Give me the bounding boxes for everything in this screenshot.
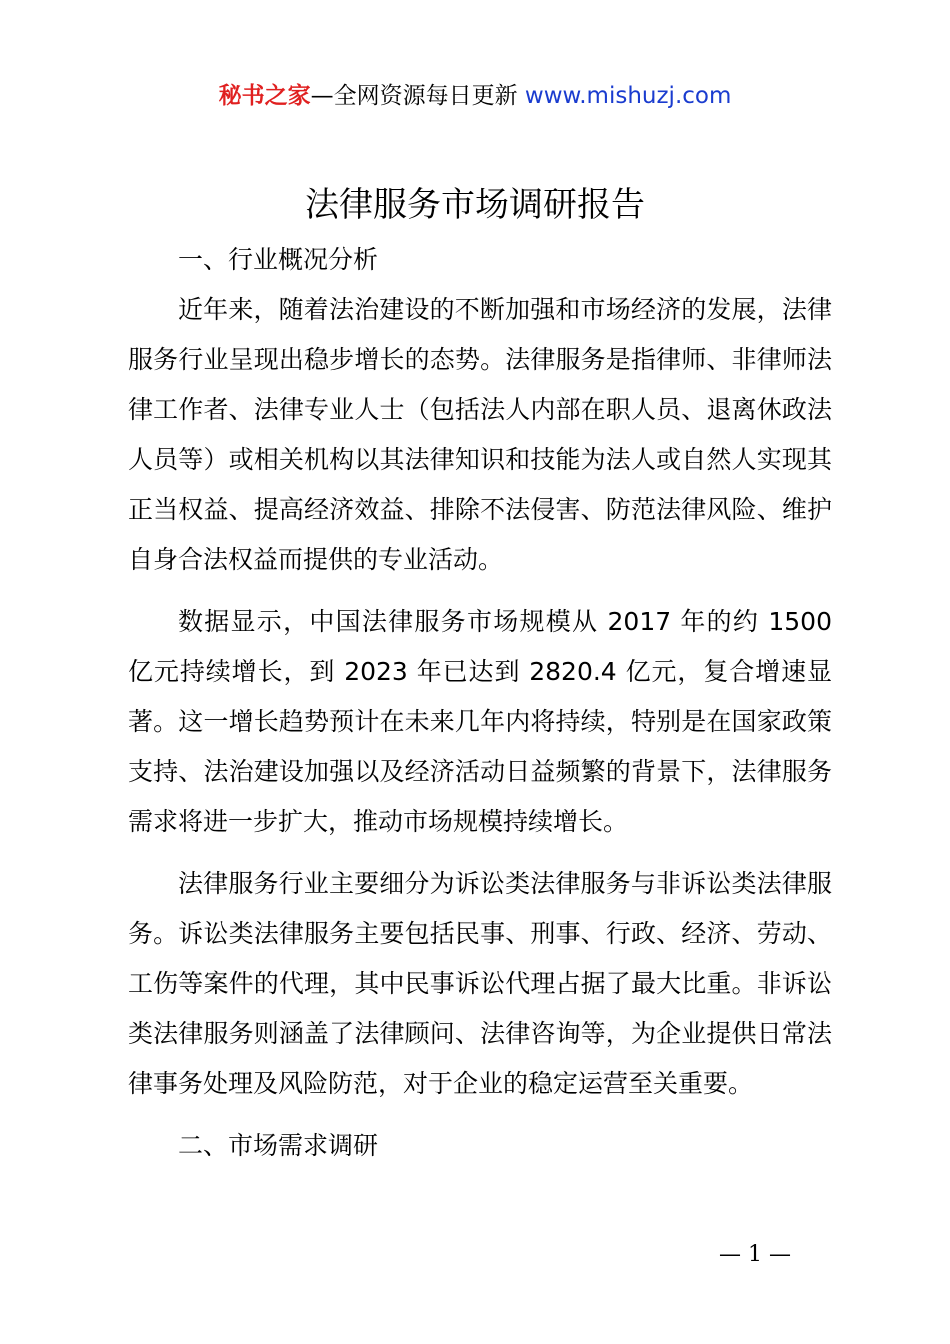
- document-title: 法律服务市场调研报告: [305, 185, 645, 225]
- section-heading-market-demand: 二、市场需求调研: [178, 1131, 379, 1160]
- header-tagline: —全网资源每日更新: [310, 83, 525, 109]
- section-heading-industry-overview: 一、行业概况分析: [178, 245, 379, 274]
- paragraph-market-segments: 法律服务行业主要细分为诉讼类法律服务与非诉讼类法律服务。诉讼类法律服务主要包括民事、刑事、行政、经济、劳动、工伤等案件的代理，其中民事诉讼代理占据了最大比重。非诉讼类法律服务则涵盖了法律顾问、法律咨询等，为企业提供日常法律事务处理及风险防范，对于企业的稳定运营至关重要。: [128, 869, 832, 1098]
- paragraph-market-size-data: 数据显示，中国法律服务市场规模从 2017 年的约 1500 亿元持续增长，到 2023 年已达到 2820.4 亿元，复合增速显著。这一增长趋势预计在未来几年内将持续，特别是在国家政策支持、法治建设加强以及经济活动日益频繁的背景下，法律服务需求将进一步扩大，推动市场规模持续增长。: [128, 607, 832, 836]
- site-header: [0, 80, 950, 112]
- brand-name: 秘书之家: [218, 83, 311, 109]
- site-url-link[interactable]: www.mishuzj.com: [524, 83, 732, 109]
- document-body: [128, 235, 832, 1171]
- paragraph-legal-services-definition: 近年来，随着法治建设的不断加强和市场经济的发展，法律服务行业呈现出稳步增长的态势。法律服务是指律师、非律师法律工作者、法律专业人士（包括法人内部在职人员、退离休政法人员等）或相关机构以其法律知识和技能为法人或自然人实现其正当权益、提高经济效益、排除不法侵害、防范法律风险、维护自身合法权益而提供的专业活动。: [128, 295, 832, 574]
- page-number: — 1 —: [719, 1242, 791, 1267]
